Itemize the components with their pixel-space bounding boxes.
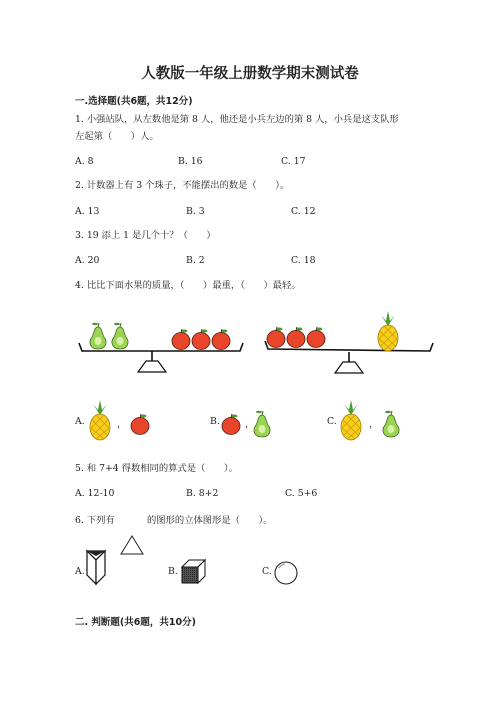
question-2-option-b[interactable]: B. 3 — [186, 206, 205, 217]
page-title: 人教版一年级上册数学期末测试卷 — [141, 66, 359, 82]
triangle-icon — [121, 536, 143, 554]
option-a-apple-icon — [131, 414, 149, 435]
right-balance — [265, 311, 433, 373]
question-3-option-b[interactable]: B. 2 — [186, 255, 205, 266]
section-judge-heading: 二. 判断题(共6题，共10分) — [75, 617, 196, 628]
option-c-pineapple-icon — [341, 400, 361, 440]
question-4-option-b-comma: ， — [245, 419, 255, 430]
question-6-option-c[interactable]: C. — [262, 566, 272, 577]
question-5-option-a[interactable]: A. 12-10 — [75, 488, 115, 499]
question-6-text-after: 的图形的立体图形是（ ）。 — [147, 515, 273, 526]
cube-icon — [182, 560, 205, 583]
question-5-option-c[interactable]: C. 5+6 — [285, 488, 318, 499]
question-4-option-a-comma: ， — [117, 419, 127, 430]
question-1-line-2: 左起第（ ）人。 — [75, 131, 159, 142]
question-2-text: 2. 计数器上有 3 个珠子，不能摆出的数是（ ）。 — [75, 180, 290, 191]
question-4-option-c[interactable]: C. — [327, 416, 337, 427]
triangular-prism-icon — [87, 551, 105, 584]
question-3-option-c[interactable]: C. 18 — [291, 255, 316, 266]
option-a-pineapple-icon — [90, 400, 110, 440]
question-1-line-1: 1. 小强站队，从左数他是第 8 人，他还是小兵左边的第 8 人，小兵是这支队形 — [75, 114, 399, 125]
option-b-pear-icon — [254, 411, 270, 437]
question-6-option-a[interactable]: A. — [75, 566, 85, 577]
question-4-option-c-comma: ， — [369, 419, 379, 430]
question-6-text-before: 6. 下列有 — [75, 515, 115, 526]
option-c-pear-icon — [383, 411, 399, 437]
section-choice-heading: 一.选择题(共6题，共12分) — [75, 96, 193, 107]
question-3-option-a[interactable]: A. 20 — [75, 255, 100, 266]
sphere-icon — [275, 562, 297, 584]
question-4-option-a[interactable]: A. — [75, 416, 85, 427]
option-b-apple-icon — [222, 414, 240, 435]
question-4-option-b[interactable]: B. — [210, 416, 220, 427]
left-balance — [79, 323, 243, 372]
question-2-option-a[interactable]: A. 13 — [75, 206, 100, 217]
question-5-option-b[interactable]: B. 8+2 — [186, 488, 219, 499]
question-2-option-c[interactable]: C. 12 — [291, 206, 316, 217]
question-4-text: 4. 比比下面水果的质量，（ ）最重，（ ）最轻。 — [75, 280, 301, 291]
question-6-option-b[interactable]: B. — [168, 566, 178, 577]
question-5-text: 5. 和 7+4 得数相同的算式是（ ）。 — [75, 463, 238, 474]
question-3-text: 3. 19 添上 1 是几个十？（ ） — [75, 230, 216, 241]
question-1-option-c[interactable]: C. 17 — [281, 156, 306, 167]
question-1-option-a[interactable]: A. 8 — [75, 156, 94, 167]
question-1-option-b[interactable]: B. 16 — [178, 156, 203, 167]
